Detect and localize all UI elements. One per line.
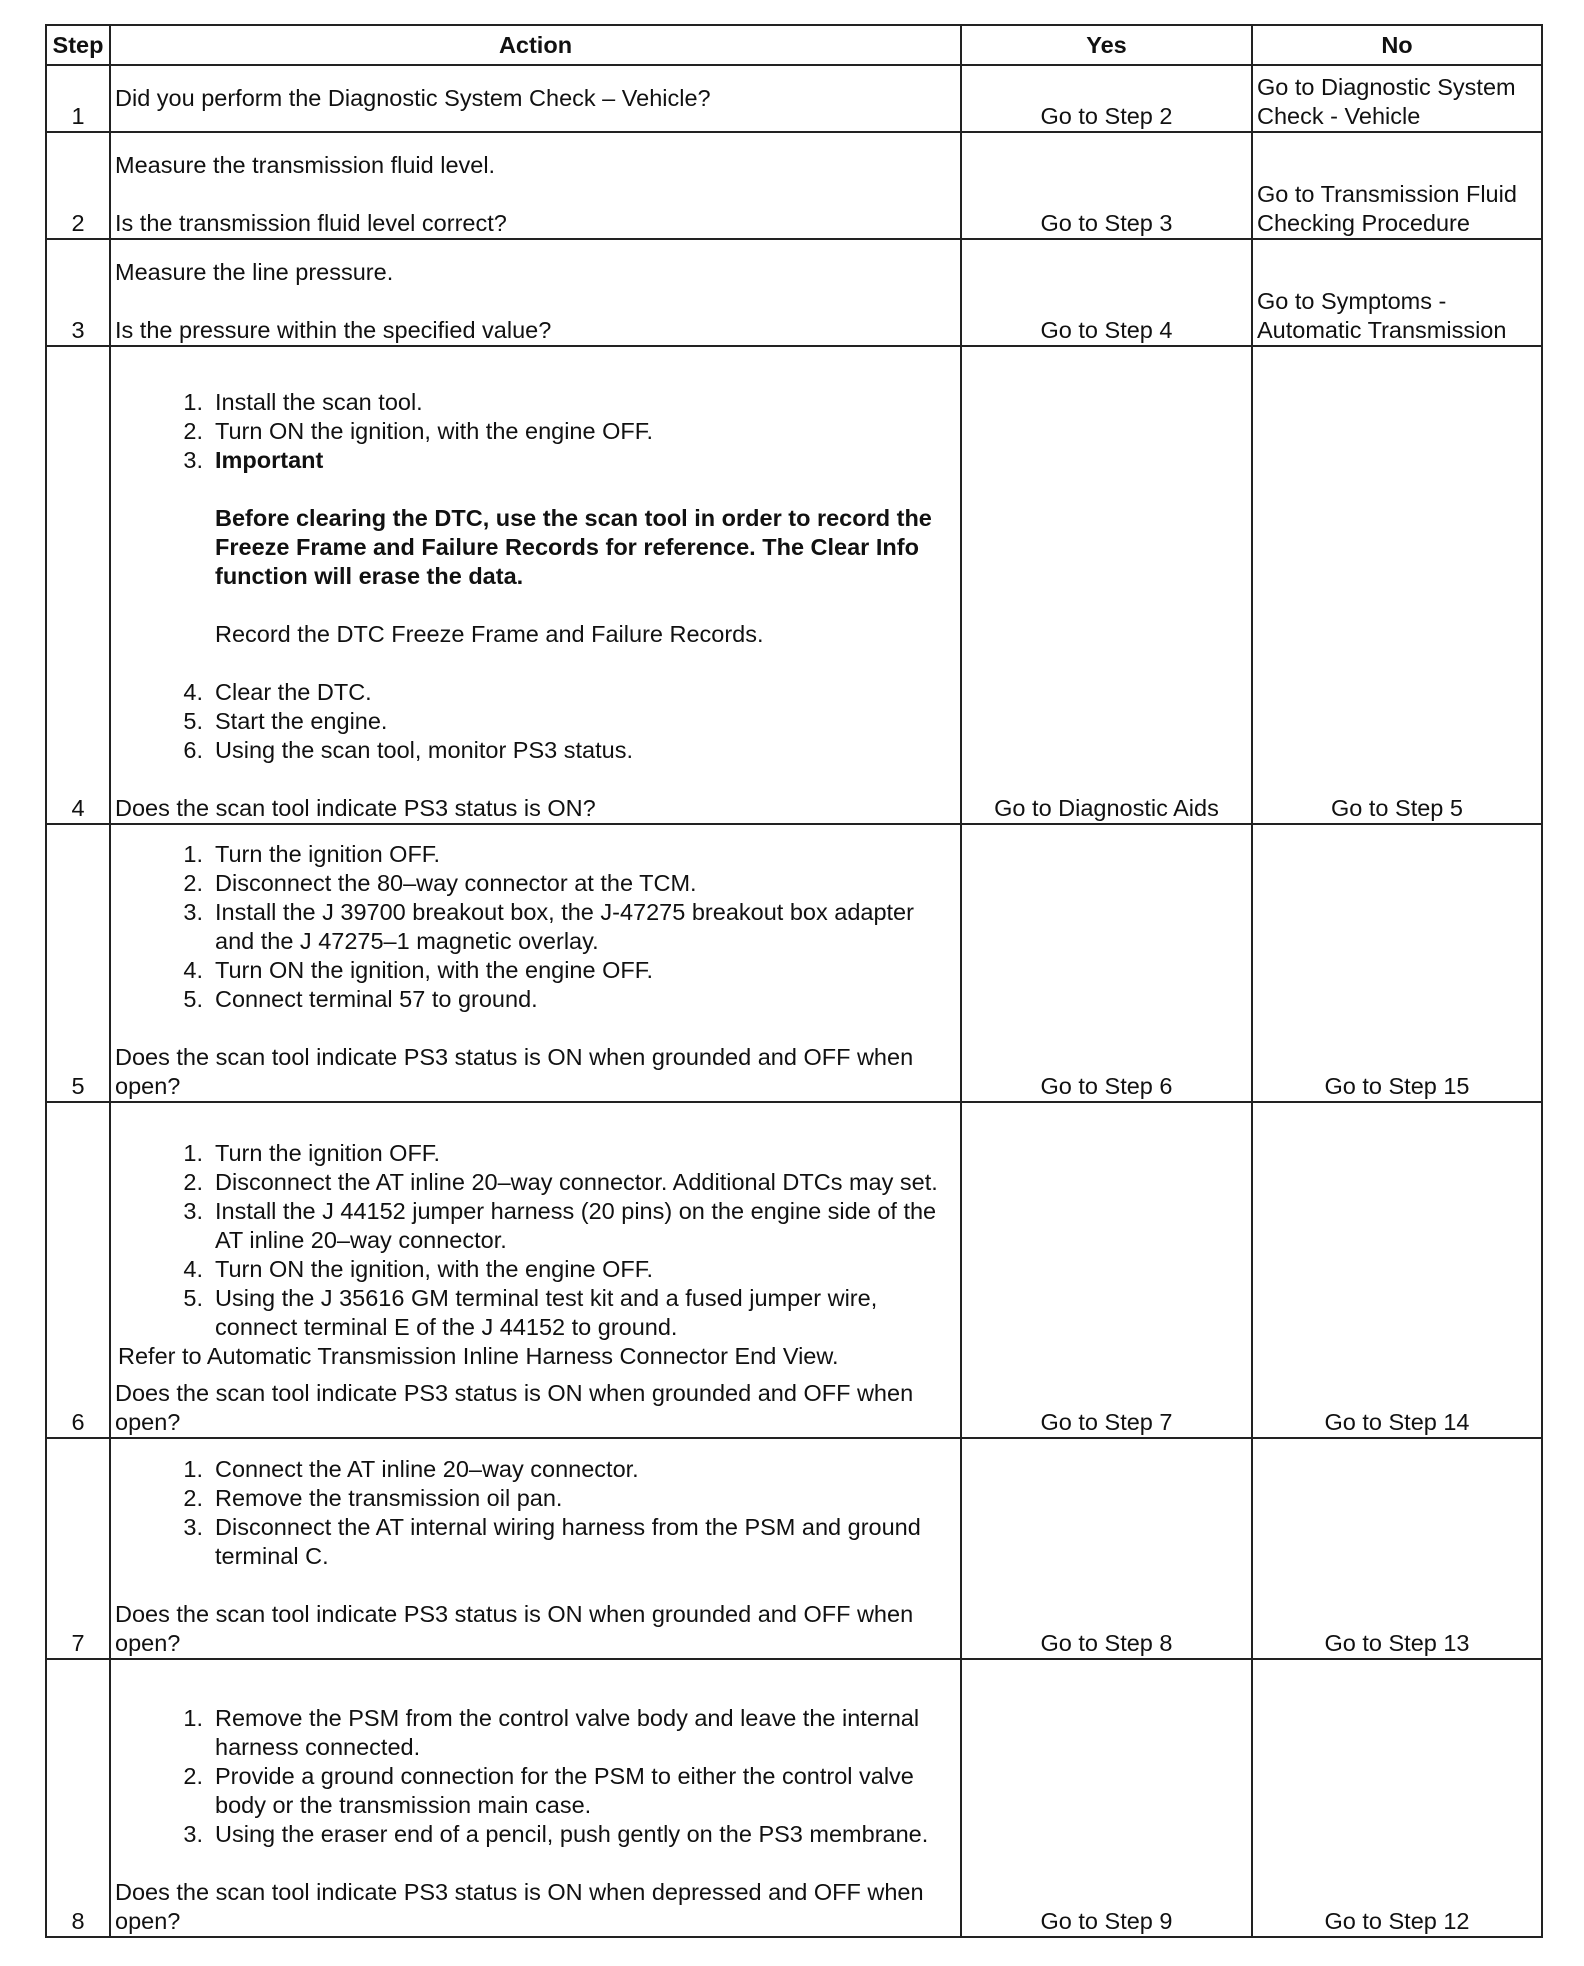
- yes-cell: Go to Step 6: [961, 824, 1252, 1102]
- step-number: 8: [46, 1659, 110, 1937]
- question-text: Does the scan tool indicate PS3 status is ON when grounded and OFF when open?: [115, 1044, 914, 1099]
- list-item: 2. Turn ON the ignition, with the engine OFF.: [183, 418, 654, 444]
- list-item: 1. Turn the ignition OFF.: [183, 841, 441, 867]
- step-number: 5: [46, 824, 110, 1102]
- instruction-text: Measure the transmission fluid level.: [115, 152, 496, 178]
- diagnostic-table: [45, 24, 1543, 1938]
- no-cell: Go to Step 15: [1252, 824, 1542, 1102]
- action-cell: [110, 1102, 961, 1438]
- step-number: 1: [46, 65, 110, 132]
- action-cell: [110, 132, 961, 239]
- procedure-list: [115, 678, 956, 765]
- table-row: [46, 1438, 1542, 1659]
- action-cell: [110, 824, 961, 1102]
- header-row: [46, 25, 1542, 65]
- procedure-list: [115, 1139, 956, 1342]
- step-number: 2: [46, 132, 110, 239]
- instruction-text: Measure the line pressure.: [115, 259, 394, 285]
- yes-cell: Go to Step 7: [961, 1102, 1252, 1438]
- table-row: [46, 132, 1542, 239]
- yes-cell: Go to Step 8: [961, 1438, 1252, 1659]
- no-cell: Go to Step 13: [1252, 1438, 1542, 1659]
- question-text: Does the scan tool indicate PS3 status is ON when depressed and OFF when open?: [115, 1879, 924, 1934]
- question-text: Did you perform the Diagnostic System Check – Vehicle?: [115, 85, 711, 111]
- list-item: 5. Start the engine.: [183, 708, 388, 734]
- header-yes: Yes: [961, 25, 1252, 65]
- header-no: No: [1252, 25, 1542, 65]
- important-title: Important: [215, 447, 324, 473]
- list-item: 5. Using the J 35616 GM terminal test kit and a fused jumper wire, connect terminal E of the J 44152 to ground.: [183, 1285, 878, 1340]
- question-text: Is the pressure within the specified value?: [115, 317, 552, 343]
- list-item: 3. Using the eraser end of a pencil, push gently on the PS3 membrane.: [183, 1821, 929, 1847]
- header-action: Action: [110, 25, 961, 65]
- reference-text: Refer to Automatic Transmission Inline Harness Connector End View.: [118, 1343, 839, 1369]
- step-number: 3: [46, 239, 110, 346]
- important-note: Before clearing the DTC, use the scan tool in order to record the Freeze Frame and Failure Records for reference. The Clear Info function will erase the data.: [215, 505, 932, 589]
- list-item: 3. Install the J 39700 breakout box, the J-47275 breakout box adapter and the J 47275–1 magnetic overlay.: [183, 899, 914, 954]
- table-row: [46, 346, 1542, 824]
- action-cell: [110, 239, 961, 346]
- procedure-list: [115, 388, 956, 649]
- list-item: 4. Clear the DTC.: [183, 679, 372, 705]
- list-item: 2. Disconnect the 80–way connector at the TCM.: [183, 870, 697, 896]
- list-item: 1. Turn the ignition OFF.: [183, 1140, 441, 1166]
- list-item: 1. Remove the PSM from the control valve body and leave the internal harness connected.: [183, 1705, 920, 1760]
- no-cell: Go to Step 12: [1252, 1659, 1542, 1937]
- list-item: 6. Using the scan tool, monitor PS3 status.: [183, 737, 633, 763]
- yes-cell: Go to Step 9: [961, 1659, 1252, 1937]
- yes-cell: Go to Diagnostic Aids: [961, 346, 1252, 824]
- table-row: [46, 1102, 1542, 1438]
- step-number: 4: [46, 346, 110, 824]
- header-step: Step: [46, 25, 110, 65]
- step-number: 7: [46, 1438, 110, 1659]
- list-item: 1. Connect the AT inline 20–way connector.: [183, 1456, 639, 1482]
- no-cell: Go to Symptoms - Automatic Transmission: [1252, 239, 1542, 346]
- table-row: [46, 239, 1542, 346]
- question-text: Does the scan tool indicate PS3 status is ON when grounded and OFF when open?: [115, 1380, 914, 1435]
- list-item: 2. Remove the transmission oil pan.: [183, 1485, 563, 1511]
- step-number: 6: [46, 1102, 110, 1438]
- action-cell: [110, 1438, 961, 1659]
- action-cell: [110, 1659, 961, 1937]
- table-row: [46, 824, 1542, 1102]
- table-row: [46, 65, 1542, 132]
- list-item: 3. Install the J 44152 jumper harness (20 pins) on the engine side of the AT inline 20–way connector.: [183, 1198, 937, 1253]
- action-cell: [110, 346, 961, 824]
- action-cell: [110, 65, 961, 132]
- important-record: Record the DTC Freeze Frame and Failure Records.: [215, 621, 764, 647]
- yes-cell: Go to Step 3: [961, 132, 1252, 239]
- list-item: 2. Disconnect the AT inline 20–way connector. Additional DTCs may set.: [183, 1169, 938, 1195]
- question-text: Does the scan tool indicate PS3 status is ON?: [115, 795, 596, 821]
- table-row: [46, 1659, 1542, 1937]
- question-text: Is the transmission fluid level correct?: [115, 210, 507, 236]
- no-cell: Go to Step 5: [1252, 346, 1542, 824]
- list-item: 4. Turn ON the ignition, with the engine OFF.: [183, 1256, 654, 1282]
- list-item: 4. Turn ON the ignition, with the engine OFF.: [183, 957, 654, 983]
- list-item: 1. Install the scan tool.: [183, 389, 423, 415]
- no-cell: Go to Transmission Fluid Checking Procedure: [1252, 132, 1542, 239]
- list-item: 5. Connect terminal 57 to ground.: [183, 986, 538, 1012]
- yes-cell: Go to Step 2: [961, 65, 1252, 132]
- no-cell: Go to Diagnostic System Check - Vehicle: [1252, 65, 1542, 132]
- question-text: Does the scan tool indicate PS3 status is ON when grounded and OFF when open?: [115, 1601, 914, 1656]
- list-item: 2. Provide a ground connection for the PSM to either the control valve body or the transmission main case.: [183, 1763, 914, 1818]
- yes-cell: Go to Step 4: [961, 239, 1252, 346]
- procedure-list: [115, 840, 956, 1014]
- important-item: 3. Important Before clearing the DTC, use the scan tool in order to record the Freeze Frame and Failure Records for reference. The Clear Info function will erase the data. Record the DTC Freeze Frame and Failure Records.: [115, 446, 956, 649]
- procedure-list: [115, 1704, 956, 1849]
- diagnostic-page: [45, 24, 1541, 1938]
- procedure-list: [115, 1455, 956, 1571]
- list-item: 3. Disconnect the AT internal wiring harness from the PSM and ground terminal C.: [183, 1514, 921, 1569]
- no-cell: Go to Step 14: [1252, 1102, 1542, 1438]
